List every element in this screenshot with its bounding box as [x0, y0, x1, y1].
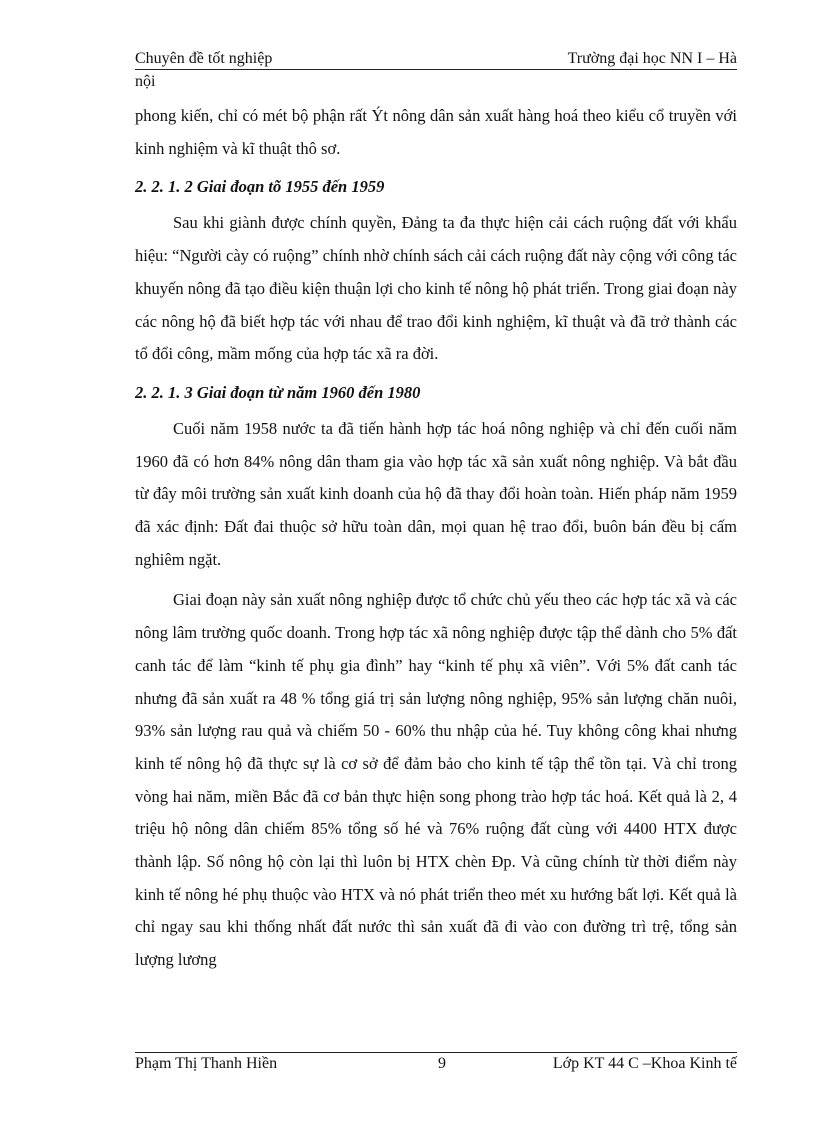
page-footer [135, 1055, 737, 1077]
footer-class: Lớp KT 44 C –Khoa Kinh tế [552, 1055, 737, 1072]
header-university-continued: nội [135, 73, 156, 90]
paragraph-continued: phong kiến, chỉ có mét bộ phận rất Ýt nông dân sản xuất hàng hoá theo kiểu cổ truyền với kinh nghiệm và kĩ thuật thô sơ. [135, 106, 737, 158]
footer-rule [135, 1052, 737, 1053]
page-body [135, 100, 737, 977]
header-university: Trường đại học NN I – Hà [567, 50, 737, 67]
section-heading-2-2-1-2: 2. 2. 1. 2 Giai đoạn tõ 1955 đến 1959 [135, 177, 385, 197]
paragraph-period-1955-1959: Sau khi giành được chính quyền, Đảng ta đa thực hiện cải cách ruộng đất với khẩu hiệu: “Người cày có ruộng” chính nhờ chính sách cải cách ruộng đất này cộng với công tác khuyến nông đã tạo điều kiện thuận lợi cho kinh tế nông hộ phát triển. Trong giai đoạn này các nông hộ đã biết hợp tác với nhau để trao đổi kinh nghiệm, kĩ thuật và đã trở thành các tổ đổi công, mầm mống của hợp tác xã ra đời. [135, 213, 737, 364]
paragraph-cooperative-period: Giai đoạn này sản xuất nông nghiệp được tổ chức chủ yếu theo các hợp tác xã và các nông lâm trường quốc doanh. Trong hợp tác xã nông nghiệp được tập thể dành cho 5% đất canh tác để làm “kinh tế phụ gia đình” hay “kinh tế phụ xã viên”. Với 5% đất canh tác nhưng đã sản xuất ra 48 % tổng giá trị sản lượng nông nghiệp, 95% sản lượng chăn nuôi, 93% sản lượng rau quả và chiếm 50 - 60% thu nhập của hé. Tuy không công khai nhưng kinh tế nông hộ đã thực sự là cơ sở để đảm bảo cho kinh tế tập thể tồn tại. Và chỉ trong vòng hai năm, miền Bắc đã cơ bản thực hiện song phong trào hợp tác hoá. Kết quả là 2, 4 triệu hộ nông dân chiếm 85% tổng số hé và 76% ruộng đất cùng với 4400 HTX được thành lập. Số nông hộ còn lại thì luôn bị HTX chèn Ðp. Và cũng chính từ thời điểm này kinh tế nông hé phụ thuộc vào HTX và nó phát triển theo mét xu hướng bất lợi. Kết quả là chỉ ngay sau khi thống nhất đất nước thì sản xuất đã đi vào con đường trì trệ, tổng sản lượng lương [135, 590, 737, 970]
header-rule [135, 69, 737, 70]
page-number: 9 [438, 1055, 446, 1072]
page-header [135, 50, 737, 70]
paragraph-cooperativization: Cuối năm 1958 nước ta đã tiến hành hợp tác hoá nông nghiệp và chỉ đến cuối năm 1960 đã có hơn 84% nông dân tham gia vào hợp tác xã sản xuất nông nghiệp. Và bắt đầu từ đây môi trường sản xuất kinh doanh của hộ đã thay đổi hoàn toàn. Hiến pháp năm 1959 đã xác định: Đất đai thuộc sở hữu toàn dân, mọi quan hệ trao đổi, buôn bán đều bị cấm nghiêm ngặt. [135, 418, 737, 569]
footer-author: Phạm Thị Thanh Hiền [135, 1055, 278, 1072]
section-heading-2-2-1-3: 2. 2. 1. 3 Giai đoạn từ năm 1960 đến 1980 [135, 382, 421, 402]
header-thesis-title: Chuyên đề tốt nghiệp [135, 50, 273, 67]
